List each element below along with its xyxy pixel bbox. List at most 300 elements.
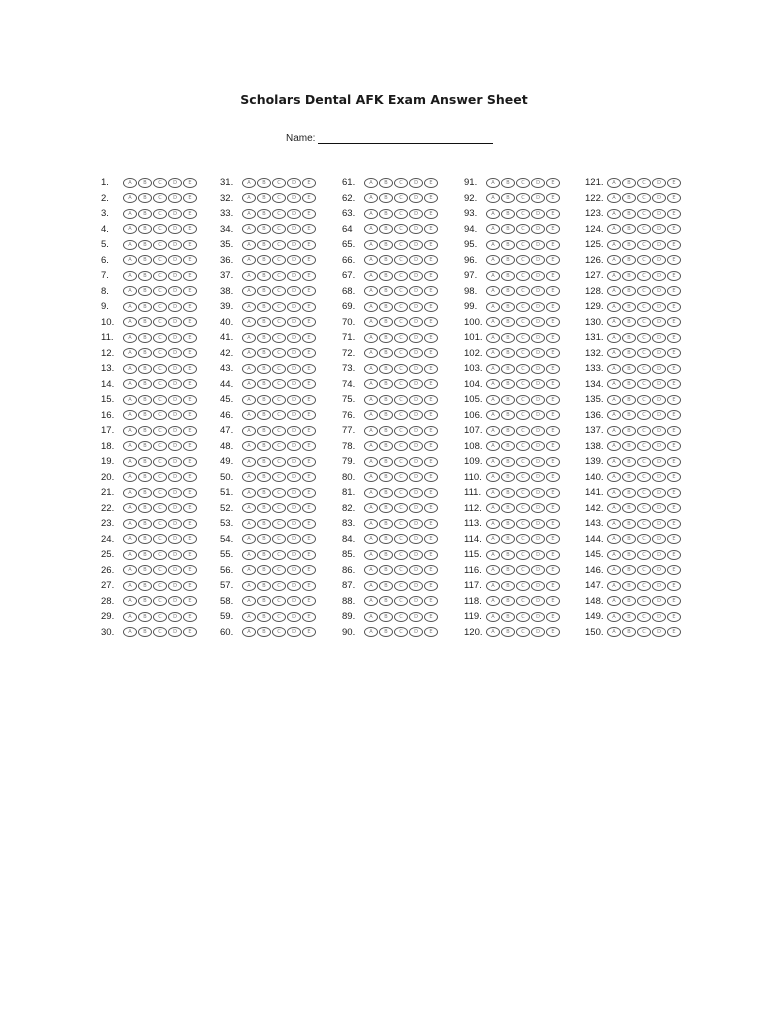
answer-bubble-e[interactable]: E bbox=[424, 410, 438, 420]
answer-bubble-d[interactable]: D bbox=[168, 550, 182, 560]
answer-bubble-a[interactable]: A bbox=[242, 178, 256, 188]
answer-bubble-e[interactable]: E bbox=[302, 271, 316, 281]
answer-bubble-a[interactable]: A bbox=[242, 286, 256, 296]
answer-bubble-d[interactable]: D bbox=[531, 286, 545, 296]
answer-bubble-b[interactable]: B bbox=[379, 410, 393, 420]
answer-bubble-b[interactable]: B bbox=[622, 550, 636, 560]
answer-bubble-e[interactable]: E bbox=[183, 581, 197, 591]
answer-bubble-d[interactable]: D bbox=[168, 364, 182, 374]
answer-bubble-d[interactable]: D bbox=[168, 519, 182, 529]
answer-bubble-a[interactable]: A bbox=[123, 550, 137, 560]
answer-bubble-c[interactable]: C bbox=[153, 457, 167, 467]
answer-bubble-a[interactable]: A bbox=[123, 178, 137, 188]
answer-bubble-c[interactable]: C bbox=[153, 519, 167, 529]
name-field[interactable] bbox=[318, 133, 493, 144]
answer-bubble-b[interactable]: B bbox=[501, 503, 515, 513]
answer-bubble-c[interactable]: C bbox=[394, 426, 408, 436]
answer-bubble-c[interactable]: C bbox=[272, 395, 286, 405]
answer-bubble-a[interactable]: A bbox=[486, 178, 500, 188]
answer-bubble-c[interactable]: C bbox=[516, 178, 530, 188]
answer-bubble-e[interactable]: E bbox=[183, 612, 197, 622]
answer-bubble-e[interactable]: E bbox=[667, 333, 681, 343]
answer-bubble-d[interactable]: D bbox=[287, 193, 301, 203]
answer-bubble-d[interactable]: D bbox=[531, 612, 545, 622]
answer-bubble-b[interactable]: B bbox=[257, 550, 271, 560]
answer-bubble-a[interactable]: A bbox=[364, 457, 378, 467]
answer-bubble-c[interactable]: C bbox=[153, 395, 167, 405]
answer-bubble-b[interactable]: B bbox=[138, 472, 152, 482]
answer-bubble-d[interactable]: D bbox=[409, 503, 423, 513]
answer-bubble-a[interactable]: A bbox=[364, 426, 378, 436]
answer-bubble-b[interactable]: B bbox=[622, 317, 636, 327]
answer-bubble-b[interactable]: B bbox=[138, 240, 152, 250]
answer-bubble-a[interactable]: A bbox=[486, 488, 500, 498]
answer-bubble-c[interactable]: C bbox=[637, 364, 651, 374]
answer-bubble-b[interactable]: B bbox=[379, 472, 393, 482]
answer-bubble-d[interactable]: D bbox=[287, 302, 301, 312]
answer-bubble-d[interactable]: D bbox=[287, 240, 301, 250]
answer-bubble-a[interactable]: A bbox=[242, 627, 256, 637]
answer-bubble-c[interactable]: C bbox=[272, 472, 286, 482]
answer-bubble-b[interactable]: B bbox=[257, 503, 271, 513]
answer-bubble-a[interactable]: A bbox=[364, 317, 378, 327]
answer-bubble-a[interactable]: A bbox=[242, 193, 256, 203]
answer-bubble-e[interactable]: E bbox=[302, 596, 316, 606]
answer-bubble-c[interactable]: C bbox=[637, 565, 651, 575]
answer-bubble-b[interactable]: B bbox=[138, 348, 152, 358]
answer-bubble-a[interactable]: A bbox=[364, 178, 378, 188]
answer-bubble-a[interactable]: A bbox=[364, 302, 378, 312]
answer-bubble-d[interactable]: D bbox=[531, 271, 545, 281]
answer-bubble-b[interactable]: B bbox=[257, 457, 271, 467]
answer-bubble-b[interactable]: B bbox=[501, 534, 515, 544]
answer-bubble-a[interactable]: A bbox=[607, 550, 621, 560]
answer-bubble-c[interactable]: C bbox=[637, 379, 651, 389]
answer-bubble-e[interactable]: E bbox=[546, 457, 560, 467]
answer-bubble-c[interactable]: C bbox=[272, 193, 286, 203]
answer-bubble-b[interactable]: B bbox=[501, 178, 515, 188]
answer-bubble-c[interactable]: C bbox=[153, 193, 167, 203]
answer-bubble-a[interactable]: A bbox=[607, 364, 621, 374]
answer-bubble-b[interactable]: B bbox=[501, 255, 515, 265]
answer-bubble-a[interactable]: A bbox=[123, 612, 137, 622]
answer-bubble-b[interactable]: B bbox=[257, 209, 271, 219]
answer-bubble-e[interactable]: E bbox=[546, 503, 560, 513]
answer-bubble-c[interactable]: C bbox=[153, 224, 167, 234]
answer-bubble-b[interactable]: B bbox=[257, 255, 271, 265]
answer-bubble-d[interactable]: D bbox=[409, 209, 423, 219]
answer-bubble-b[interactable]: B bbox=[257, 240, 271, 250]
answer-bubble-b[interactable]: B bbox=[379, 426, 393, 436]
answer-bubble-a[interactable]: A bbox=[607, 317, 621, 327]
answer-bubble-e[interactable]: E bbox=[546, 302, 560, 312]
answer-bubble-a[interactable]: A bbox=[123, 457, 137, 467]
answer-bubble-e[interactable]: E bbox=[546, 333, 560, 343]
answer-bubble-c[interactable]: C bbox=[637, 441, 651, 451]
answer-bubble-c[interactable]: C bbox=[272, 333, 286, 343]
answer-bubble-a[interactable]: A bbox=[242, 472, 256, 482]
answer-bubble-b[interactable]: B bbox=[379, 255, 393, 265]
answer-bubble-d[interactable]: D bbox=[409, 364, 423, 374]
answer-bubble-b[interactable]: B bbox=[138, 178, 152, 188]
answer-bubble-c[interactable]: C bbox=[394, 488, 408, 498]
answer-bubble-a[interactable]: A bbox=[486, 457, 500, 467]
answer-bubble-d[interactable]: D bbox=[652, 271, 666, 281]
answer-bubble-d[interactable]: D bbox=[531, 224, 545, 234]
answer-bubble-d[interactable]: D bbox=[168, 240, 182, 250]
answer-bubble-b[interactable]: B bbox=[257, 441, 271, 451]
answer-bubble-c[interactable]: C bbox=[637, 255, 651, 265]
answer-bubble-a[interactable]: A bbox=[242, 565, 256, 575]
answer-bubble-b[interactable]: B bbox=[257, 364, 271, 374]
answer-bubble-e[interactable]: E bbox=[546, 224, 560, 234]
answer-bubble-e[interactable]: E bbox=[302, 255, 316, 265]
answer-bubble-d[interactable]: D bbox=[287, 534, 301, 544]
answer-bubble-c[interactable]: C bbox=[272, 457, 286, 467]
answer-bubble-b[interactable]: B bbox=[379, 302, 393, 312]
answer-bubble-d[interactable]: D bbox=[531, 457, 545, 467]
answer-bubble-d[interactable]: D bbox=[652, 550, 666, 560]
answer-bubble-a[interactable]: A bbox=[364, 503, 378, 513]
answer-bubble-c[interactable]: C bbox=[394, 302, 408, 312]
answer-bubble-c[interactable]: C bbox=[272, 426, 286, 436]
answer-bubble-a[interactable]: A bbox=[607, 457, 621, 467]
answer-bubble-a[interactable]: A bbox=[123, 379, 137, 389]
answer-bubble-d[interactable]: D bbox=[652, 488, 666, 498]
answer-bubble-e[interactable]: E bbox=[424, 379, 438, 389]
answer-bubble-e[interactable]: E bbox=[546, 255, 560, 265]
answer-bubble-a[interactable]: A bbox=[607, 472, 621, 482]
answer-bubble-d[interactable]: D bbox=[168, 224, 182, 234]
answer-bubble-e[interactable]: E bbox=[302, 333, 316, 343]
answer-bubble-c[interactable]: C bbox=[272, 596, 286, 606]
answer-bubble-d[interactable]: D bbox=[409, 379, 423, 389]
answer-bubble-a[interactable]: A bbox=[486, 612, 500, 622]
answer-bubble-d[interactable]: D bbox=[168, 317, 182, 327]
answer-bubble-a[interactable]: A bbox=[486, 519, 500, 529]
answer-bubble-e[interactable]: E bbox=[302, 612, 316, 622]
answer-bubble-e[interactable]: E bbox=[424, 441, 438, 451]
answer-bubble-b[interactable]: B bbox=[622, 503, 636, 513]
answer-bubble-c[interactable]: C bbox=[153, 534, 167, 544]
answer-bubble-b[interactable]: B bbox=[257, 410, 271, 420]
answer-bubble-b[interactable]: B bbox=[379, 627, 393, 637]
answer-bubble-e[interactable]: E bbox=[667, 395, 681, 405]
answer-bubble-d[interactable]: D bbox=[168, 457, 182, 467]
answer-bubble-c[interactable]: C bbox=[637, 519, 651, 529]
answer-bubble-e[interactable]: E bbox=[183, 271, 197, 281]
answer-bubble-c[interactable]: C bbox=[153, 426, 167, 436]
answer-bubble-c[interactable]: C bbox=[637, 472, 651, 482]
answer-bubble-a[interactable]: A bbox=[607, 178, 621, 188]
answer-bubble-a[interactable]: A bbox=[123, 395, 137, 405]
answer-bubble-a[interactable]: A bbox=[486, 348, 500, 358]
answer-bubble-b[interactable]: B bbox=[138, 581, 152, 591]
answer-bubble-a[interactable]: A bbox=[607, 302, 621, 312]
answer-bubble-c[interactable]: C bbox=[153, 302, 167, 312]
answer-bubble-b[interactable]: B bbox=[138, 333, 152, 343]
answer-bubble-d[interactable]: D bbox=[287, 271, 301, 281]
answer-bubble-a[interactable]: A bbox=[364, 612, 378, 622]
answer-bubble-a[interactable]: A bbox=[242, 364, 256, 374]
answer-bubble-b[interactable]: B bbox=[622, 364, 636, 374]
answer-bubble-a[interactable]: A bbox=[364, 488, 378, 498]
answer-bubble-c[interactable]: C bbox=[272, 224, 286, 234]
answer-bubble-a[interactable]: A bbox=[123, 302, 137, 312]
answer-bubble-e[interactable]: E bbox=[424, 333, 438, 343]
answer-bubble-c[interactable]: C bbox=[153, 271, 167, 281]
answer-bubble-a[interactable]: A bbox=[123, 333, 137, 343]
answer-bubble-a[interactable]: A bbox=[364, 255, 378, 265]
answer-bubble-e[interactable]: E bbox=[183, 410, 197, 420]
answer-bubble-b[interactable]: B bbox=[138, 596, 152, 606]
answer-bubble-b[interactable]: B bbox=[379, 581, 393, 591]
answer-bubble-d[interactable]: D bbox=[168, 209, 182, 219]
answer-bubble-e[interactable]: E bbox=[667, 255, 681, 265]
answer-bubble-e[interactable]: E bbox=[183, 209, 197, 219]
answer-bubble-e[interactable]: E bbox=[302, 627, 316, 637]
answer-bubble-c[interactable]: C bbox=[516, 364, 530, 374]
answer-bubble-e[interactable]: E bbox=[424, 503, 438, 513]
answer-bubble-e[interactable]: E bbox=[546, 209, 560, 219]
answer-bubble-a[interactable]: A bbox=[364, 379, 378, 389]
answer-bubble-a[interactable]: A bbox=[123, 441, 137, 451]
answer-bubble-c[interactable]: C bbox=[394, 209, 408, 219]
answer-bubble-d[interactable]: D bbox=[652, 581, 666, 591]
answer-bubble-a[interactable]: A bbox=[242, 302, 256, 312]
answer-bubble-e[interactable]: E bbox=[424, 519, 438, 529]
answer-bubble-c[interactable]: C bbox=[272, 627, 286, 637]
answer-bubble-b[interactable]: B bbox=[501, 286, 515, 296]
answer-bubble-d[interactable]: D bbox=[652, 596, 666, 606]
answer-bubble-a[interactable]: A bbox=[364, 240, 378, 250]
answer-bubble-d[interactable]: D bbox=[531, 441, 545, 451]
answer-bubble-a[interactable]: A bbox=[364, 333, 378, 343]
answer-bubble-b[interactable]: B bbox=[622, 302, 636, 312]
answer-bubble-a[interactable]: A bbox=[486, 255, 500, 265]
answer-bubble-b[interactable]: B bbox=[138, 302, 152, 312]
answer-bubble-c[interactable]: C bbox=[516, 519, 530, 529]
answer-bubble-b[interactable]: B bbox=[257, 224, 271, 234]
answer-bubble-a[interactable]: A bbox=[364, 271, 378, 281]
answer-bubble-d[interactable]: D bbox=[409, 519, 423, 529]
answer-bubble-c[interactable]: C bbox=[516, 457, 530, 467]
answer-bubble-c[interactable]: C bbox=[637, 627, 651, 637]
answer-bubble-d[interactable]: D bbox=[287, 379, 301, 389]
answer-bubble-d[interactable]: D bbox=[652, 333, 666, 343]
answer-bubble-c[interactable]: C bbox=[637, 286, 651, 296]
answer-bubble-a[interactable]: A bbox=[123, 224, 137, 234]
answer-bubble-b[interactable]: B bbox=[501, 519, 515, 529]
answer-bubble-c[interactable]: C bbox=[516, 612, 530, 622]
answer-bubble-d[interactable]: D bbox=[287, 317, 301, 327]
answer-bubble-c[interactable]: C bbox=[394, 317, 408, 327]
answer-bubble-d[interactable]: D bbox=[409, 565, 423, 575]
answer-bubble-c[interactable]: C bbox=[516, 426, 530, 436]
answer-bubble-c[interactable]: C bbox=[637, 224, 651, 234]
answer-bubble-b[interactable]: B bbox=[501, 457, 515, 467]
answer-bubble-d[interactable]: D bbox=[409, 596, 423, 606]
answer-bubble-a[interactable]: A bbox=[364, 395, 378, 405]
answer-bubble-b[interactable]: B bbox=[622, 240, 636, 250]
answer-bubble-a[interactable]: A bbox=[242, 612, 256, 622]
answer-bubble-e[interactable]: E bbox=[183, 565, 197, 575]
answer-bubble-e[interactable]: E bbox=[183, 302, 197, 312]
answer-bubble-c[interactable]: C bbox=[153, 286, 167, 296]
answer-bubble-e[interactable]: E bbox=[424, 255, 438, 265]
answer-bubble-d[interactable]: D bbox=[652, 224, 666, 234]
answer-bubble-a[interactable]: A bbox=[123, 255, 137, 265]
answer-bubble-b[interactable]: B bbox=[138, 503, 152, 513]
answer-bubble-e[interactable]: E bbox=[302, 503, 316, 513]
answer-bubble-a[interactable]: A bbox=[242, 224, 256, 234]
answer-bubble-e[interactable]: E bbox=[667, 410, 681, 420]
answer-bubble-d[interactable]: D bbox=[652, 302, 666, 312]
answer-bubble-c[interactable]: C bbox=[637, 333, 651, 343]
answer-bubble-b[interactable]: B bbox=[379, 271, 393, 281]
answer-bubble-d[interactable]: D bbox=[531, 565, 545, 575]
answer-bubble-e[interactable]: E bbox=[183, 224, 197, 234]
answer-bubble-c[interactable]: C bbox=[394, 565, 408, 575]
answer-bubble-d[interactable]: D bbox=[409, 178, 423, 188]
answer-bubble-e[interactable]: E bbox=[424, 271, 438, 281]
answer-bubble-c[interactable]: C bbox=[394, 286, 408, 296]
answer-bubble-e[interactable]: E bbox=[302, 395, 316, 405]
answer-bubble-c[interactable]: C bbox=[272, 612, 286, 622]
answer-bubble-d[interactable]: D bbox=[287, 612, 301, 622]
answer-bubble-c[interactable]: C bbox=[516, 379, 530, 389]
answer-bubble-d[interactable]: D bbox=[287, 426, 301, 436]
answer-bubble-b[interactable]: B bbox=[501, 596, 515, 606]
answer-bubble-e[interactable]: E bbox=[424, 596, 438, 606]
answer-bubble-c[interactable]: C bbox=[516, 286, 530, 296]
answer-bubble-d[interactable]: D bbox=[652, 410, 666, 420]
answer-bubble-d[interactable]: D bbox=[168, 503, 182, 513]
answer-bubble-c[interactable]: C bbox=[516, 193, 530, 203]
answer-bubble-c[interactable]: C bbox=[516, 472, 530, 482]
answer-bubble-d[interactable]: D bbox=[409, 317, 423, 327]
answer-bubble-a[interactable]: A bbox=[486, 379, 500, 389]
answer-bubble-e[interactable]: E bbox=[183, 348, 197, 358]
answer-bubble-c[interactable]: C bbox=[394, 364, 408, 374]
answer-bubble-e[interactable]: E bbox=[667, 441, 681, 451]
answer-bubble-d[interactable]: D bbox=[409, 240, 423, 250]
answer-bubble-e[interactable]: E bbox=[424, 178, 438, 188]
answer-bubble-b[interactable]: B bbox=[501, 302, 515, 312]
answer-bubble-b[interactable]: B bbox=[501, 627, 515, 637]
answer-bubble-d[interactable]: D bbox=[531, 302, 545, 312]
answer-bubble-e[interactable]: E bbox=[424, 488, 438, 498]
answer-bubble-b[interactable]: B bbox=[138, 193, 152, 203]
answer-bubble-e[interactable]: E bbox=[302, 426, 316, 436]
answer-bubble-e[interactable]: E bbox=[183, 503, 197, 513]
answer-bubble-c[interactable]: C bbox=[637, 271, 651, 281]
answer-bubble-d[interactable]: D bbox=[168, 178, 182, 188]
answer-bubble-b[interactable]: B bbox=[622, 596, 636, 606]
answer-bubble-e[interactable]: E bbox=[667, 364, 681, 374]
answer-bubble-a[interactable]: A bbox=[242, 596, 256, 606]
answer-bubble-b[interactable]: B bbox=[501, 224, 515, 234]
answer-bubble-d[interactable]: D bbox=[168, 426, 182, 436]
answer-bubble-a[interactable]: A bbox=[364, 519, 378, 529]
answer-bubble-d[interactable]: D bbox=[168, 488, 182, 498]
answer-bubble-e[interactable]: E bbox=[667, 193, 681, 203]
answer-bubble-a[interactable]: A bbox=[486, 286, 500, 296]
answer-bubble-e[interactable]: E bbox=[546, 550, 560, 560]
answer-bubble-c[interactable]: C bbox=[153, 178, 167, 188]
answer-bubble-b[interactable]: B bbox=[622, 348, 636, 358]
answer-bubble-c[interactable]: C bbox=[516, 565, 530, 575]
answer-bubble-c[interactable]: C bbox=[153, 209, 167, 219]
answer-bubble-c[interactable]: C bbox=[272, 240, 286, 250]
answer-bubble-a[interactable]: A bbox=[123, 488, 137, 498]
answer-bubble-a[interactable]: A bbox=[486, 193, 500, 203]
answer-bubble-a[interactable]: A bbox=[364, 565, 378, 575]
answer-bubble-b[interactable]: B bbox=[622, 379, 636, 389]
answer-bubble-d[interactable]: D bbox=[168, 333, 182, 343]
answer-bubble-d[interactable]: D bbox=[287, 410, 301, 420]
answer-bubble-e[interactable]: E bbox=[183, 255, 197, 265]
answer-bubble-c[interactable]: C bbox=[394, 612, 408, 622]
answer-bubble-c[interactable]: C bbox=[394, 581, 408, 591]
answer-bubble-a[interactable]: A bbox=[242, 410, 256, 420]
answer-bubble-b[interactable]: B bbox=[138, 627, 152, 637]
answer-bubble-a[interactable]: A bbox=[242, 240, 256, 250]
answer-bubble-a[interactable]: A bbox=[486, 395, 500, 405]
answer-bubble-e[interactable]: E bbox=[667, 488, 681, 498]
answer-bubble-c[interactable]: C bbox=[153, 612, 167, 622]
answer-bubble-d[interactable]: D bbox=[652, 317, 666, 327]
answer-bubble-e[interactable]: E bbox=[183, 178, 197, 188]
answer-bubble-b[interactable]: B bbox=[379, 224, 393, 234]
answer-bubble-e[interactable]: E bbox=[302, 240, 316, 250]
answer-bubble-e[interactable]: E bbox=[302, 224, 316, 234]
answer-bubble-e[interactable]: E bbox=[424, 364, 438, 374]
answer-bubble-d[interactable]: D bbox=[409, 627, 423, 637]
answer-bubble-a[interactable]: A bbox=[123, 364, 137, 374]
answer-bubble-c[interactable]: C bbox=[394, 395, 408, 405]
answer-bubble-e[interactable]: E bbox=[183, 457, 197, 467]
answer-bubble-e[interactable]: E bbox=[424, 612, 438, 622]
answer-bubble-b[interactable]: B bbox=[622, 488, 636, 498]
answer-bubble-e[interactable]: E bbox=[302, 441, 316, 451]
answer-bubble-c[interactable]: C bbox=[637, 534, 651, 544]
answer-bubble-b[interactable]: B bbox=[501, 488, 515, 498]
answer-bubble-b[interactable]: B bbox=[138, 426, 152, 436]
answer-bubble-e[interactable]: E bbox=[183, 534, 197, 544]
answer-bubble-b[interactable]: B bbox=[501, 348, 515, 358]
answer-bubble-d[interactable]: D bbox=[652, 286, 666, 296]
answer-bubble-e[interactable]: E bbox=[302, 519, 316, 529]
answer-bubble-e[interactable]: E bbox=[667, 271, 681, 281]
answer-bubble-a[interactable]: A bbox=[242, 550, 256, 560]
answer-bubble-c[interactable]: C bbox=[637, 488, 651, 498]
answer-bubble-e[interactable]: E bbox=[546, 441, 560, 451]
answer-bubble-a[interactable]: A bbox=[364, 193, 378, 203]
answer-bubble-e[interactable]: E bbox=[546, 519, 560, 529]
answer-bubble-b[interactable]: B bbox=[138, 565, 152, 575]
answer-bubble-c[interactable]: C bbox=[272, 348, 286, 358]
answer-bubble-d[interactable]: D bbox=[287, 395, 301, 405]
answer-bubble-e[interactable]: E bbox=[546, 286, 560, 296]
answer-bubble-b[interactable]: B bbox=[622, 395, 636, 405]
answer-bubble-d[interactable]: D bbox=[531, 426, 545, 436]
answer-bubble-c[interactable]: C bbox=[516, 395, 530, 405]
answer-bubble-d[interactable]: D bbox=[168, 581, 182, 591]
answer-bubble-b[interactable]: B bbox=[622, 472, 636, 482]
answer-bubble-d[interactable]: D bbox=[531, 333, 545, 343]
answer-bubble-d[interactable]: D bbox=[287, 596, 301, 606]
